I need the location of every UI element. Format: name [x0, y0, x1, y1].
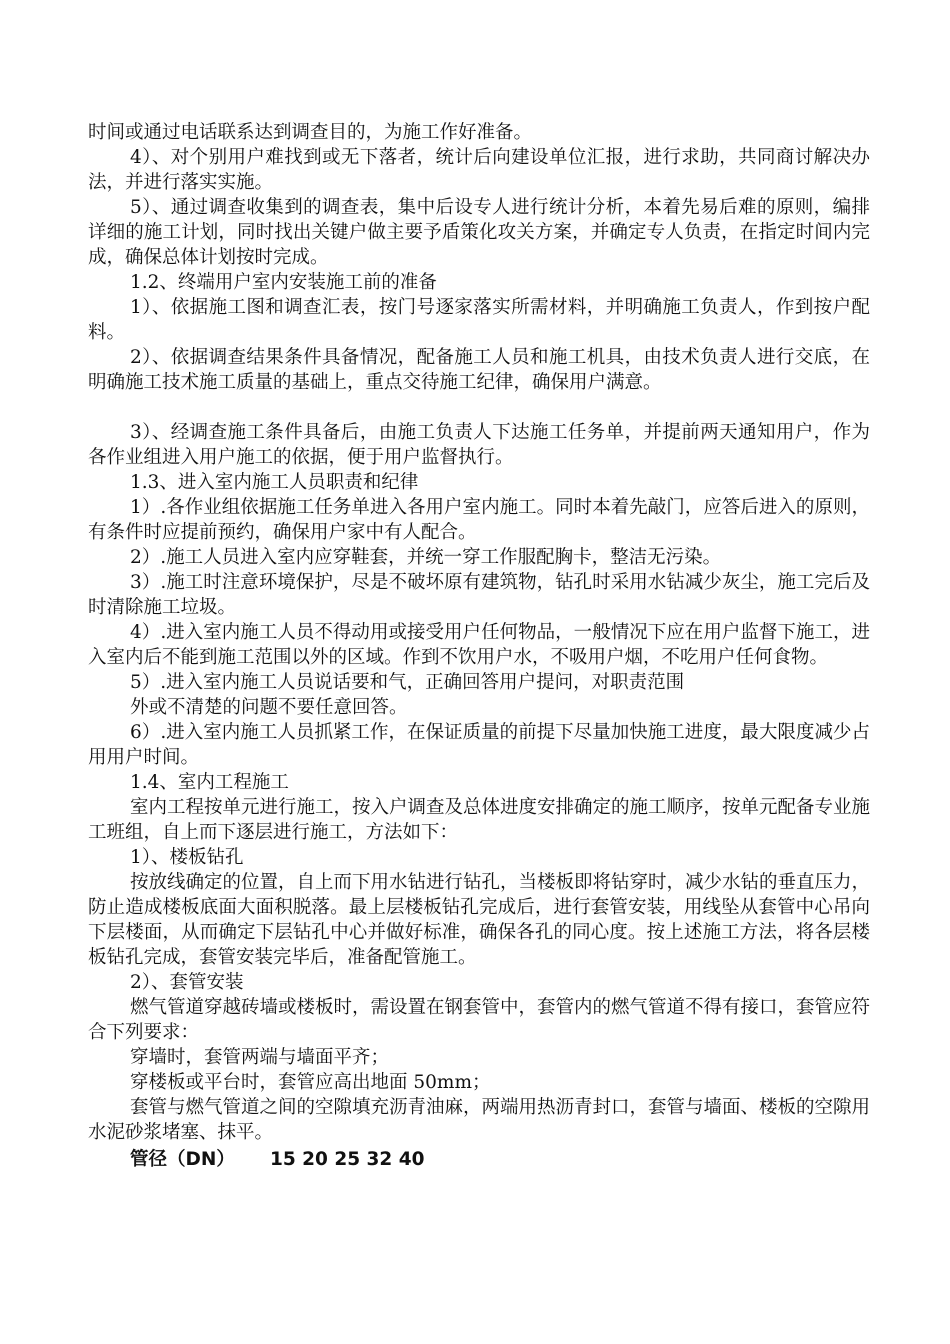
paragraph: 室内工程按单元进行施工，按入户调查及总体进度安排确定的施工顺序，按单元配备专业施工班组，自上而下逐层进行施工，方法如下： [88, 797, 871, 843]
paragraph: 时间或通过电话联系达到调查目的，为施工作好准备。 [88, 122, 533, 143]
paragraph: 5）.进入室内施工人员说话要和气，正确回答用户提问，对职责范围 [130, 672, 685, 693]
section-heading-1-2: 1.2、终端用户室内安装施工前的准备 [130, 272, 437, 293]
paragraph: 按放线确定的位置，自上而下用水钻进行钻孔，当楼板即将钻穿时，减少水钻的垂直压力，防止造成楼板底面大面积脱落。最上层楼板钻孔完成后，进行套管安装，用线坠从套管中心吊向下层楼面，从而确定下层钻孔中心并做好标准，确保各孔的同心度。按上述施工方法，将各层楼板钻孔完成，套管安装完毕后，准备配管施工。 [88, 872, 871, 968]
paragraph: 4）、对个别用户难找到或无下落者，统计后向建设单位汇报，进行求助，共同商讨解决办法，并进行落实实施。 [88, 147, 870, 193]
paragraph: 1）.各作业组依据施工任务单进入各用户室内施工。同时本着先敲门，应答后进入的原则，有条件时应提前预约，确保用户家中有人配合。 [88, 497, 870, 543]
paragraph: 套管与燃气管道之间的空隙填充沥青油麻，两端用热沥青封口，套管与墙面、楼板的空隙用水泥砂浆堵塞、抹平。 [88, 1097, 871, 1143]
section-heading-1-4: 1.4、室内工程施工 [130, 772, 289, 793]
paragraph-continuation: 外或不清楚的问题不要任意回答。 [130, 697, 408, 718]
requirement-item: 穿楼板或平台时，套管应高出地面 50mm； [130, 1072, 491, 1093]
paragraph: 2）.施工人员进入室内应穿鞋套，并统一穿工作服配胸卡，整洁无污染。 [130, 547, 722, 568]
paragraph: 1）、依据施工图和调查汇表，按门号逐家落实所需材料，并明确施工负责人，作到按户配料。 [88, 297, 870, 343]
requirement-item: 穿墙时，套管两端与墙面平齐； [130, 1047, 390, 1068]
paragraph: 2）、依据调查结果条件具备情况，配备施工人员和施工机具，由技术负责人进行交底，在明确施工技术施工质量的基础上，重点交待施工纪律，确保用户满意。 [88, 347, 870, 393]
paragraph: 3）.施工时注意环境保护，尽是不破坏原有建筑物，钻孔时采用水钻减少灰尘，施工完后及时清除施工垃圾。 [88, 572, 870, 618]
paragraph: 4）.进入室内施工人员不得动用或接受用户任何物品，一般情况下应在用户监督下施工，进入室内后不能到施工范围以外的区域。作到不饮用户水，不吸用户烟，不吃用户任何食物。 [88, 622, 870, 668]
paragraph: 6）.进入室内施工人员抓紧工作，在保证质量的前提下尽量加快施工进度，最大限度减少占用用户时间。 [88, 722, 870, 768]
paragraph: 3）、经调查施工条件具备后，由施工负责人下达施工任务单，并提前两天通知用户，作为各作业组进入用户施工的依据，便于用户监督执行。 [88, 422, 870, 468]
pipe-diameter-row [88, 1147, 870, 1172]
blank-line [88, 395, 870, 420]
subheading-sleeve-install: 2）、套管安装 [130, 972, 244, 993]
paragraph: 5）、通过调查收集到的调查表，集中后设专人进行统计分析，本着先易后难的原则，编排详细的施工计划，同时找出关键户做主要予盾策化攻关方案，并确定专人负责，在指定时间内完成，确保总体计划按时完成。 [88, 197, 870, 268]
section-heading-1-3: 1.3、进入室内施工人员职责和纪律 [130, 472, 419, 493]
pipe-diameter-label: 管径（DN） [130, 1149, 235, 1170]
document-body [88, 120, 870, 1172]
pipe-diameter-values: 15 20 25 32 40 [270, 1149, 425, 1170]
paragraph: 燃气管道穿越砖墙或楼板时，需设置在钢套管中，套管内的燃气管道不得有接口，套管应符合下列要求： [88, 997, 871, 1043]
subheading-floor-drilling: 1）、楼板钻孔 [130, 847, 244, 868]
